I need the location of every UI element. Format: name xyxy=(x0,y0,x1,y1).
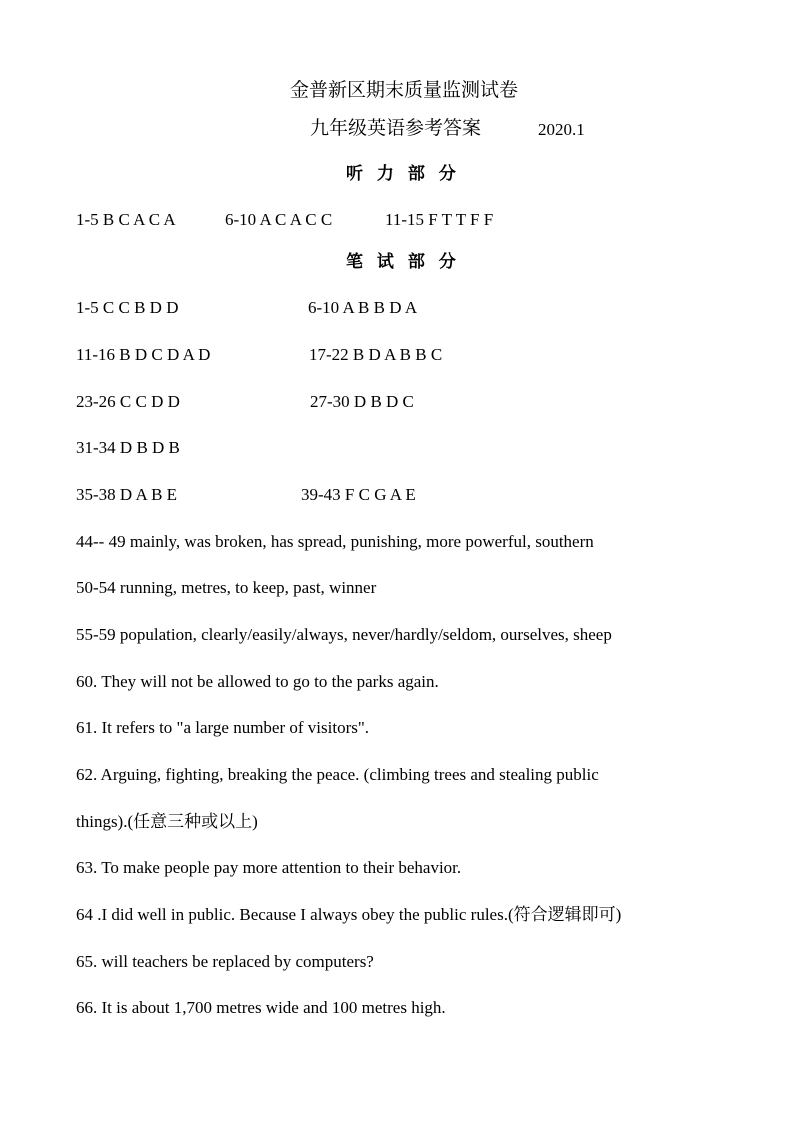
answer-line: 44-- 49 mainly, was broken, has spread, punishing, more powerful, southern xyxy=(76,532,594,551)
answer-group: 1-5 C C B D D xyxy=(76,298,179,317)
answer-line: 50-54 running, metres, to keep, past, winner xyxy=(76,578,377,597)
answer-group: 6-10 A C A C C xyxy=(225,210,333,229)
answer-group: 11-16 B D C D A D xyxy=(76,345,211,364)
answer-group: 11-15 F T T F F xyxy=(385,210,494,229)
answer-line: 63. To make people pay more attention to their behavior. xyxy=(76,858,462,877)
answer-group: 23-26 C C D D xyxy=(76,392,180,411)
answer-group: 35-38 D A B E xyxy=(76,485,178,504)
answer-line: 66. It is about 1,700 metres wide and 100 metres high. xyxy=(76,998,446,1017)
exam-date: 2020.1 xyxy=(538,120,585,139)
answer-line: 60. They will not be allowed to go to the parks again. xyxy=(76,672,439,691)
answer-line: 65. will teachers be replaced by computers? xyxy=(76,952,374,971)
answer-key-subtitle: 九年级英语参考答案 xyxy=(310,117,482,139)
answer-line: 64 .I did well in public. Because I always obey the public rules.(符合逻辑即可) xyxy=(76,905,622,924)
answer-group: 27-30 D B D C xyxy=(310,392,414,411)
answer-line: 62. Arguing, fighting, breaking the peace. (climbing trees and stealing public xyxy=(76,765,599,784)
listening-heading: 听 力 部 分 xyxy=(346,164,460,184)
exam-title: 金普新区期末质量监测试卷 xyxy=(290,79,519,101)
answer-group: 1-5 B C A C A xyxy=(76,210,176,229)
answer-line: 55-59 population, clearly/easily/always, never/hardly/seldom, ourselves, sheep xyxy=(76,625,612,644)
written-heading: 笔 试 部 分 xyxy=(346,252,460,272)
answer-group: 39-43 F C G A E xyxy=(301,485,416,504)
answer-line: 61. It refers to "a large number of visitors". xyxy=(76,718,370,737)
answer-line: things).(任意三种或以上) xyxy=(76,812,258,831)
answer-group: 17-22 B D A B B C xyxy=(309,345,443,364)
answer-group: 31-34 D B D B xyxy=(76,438,180,457)
answer-group: 6-10 A B B D A xyxy=(308,298,418,317)
